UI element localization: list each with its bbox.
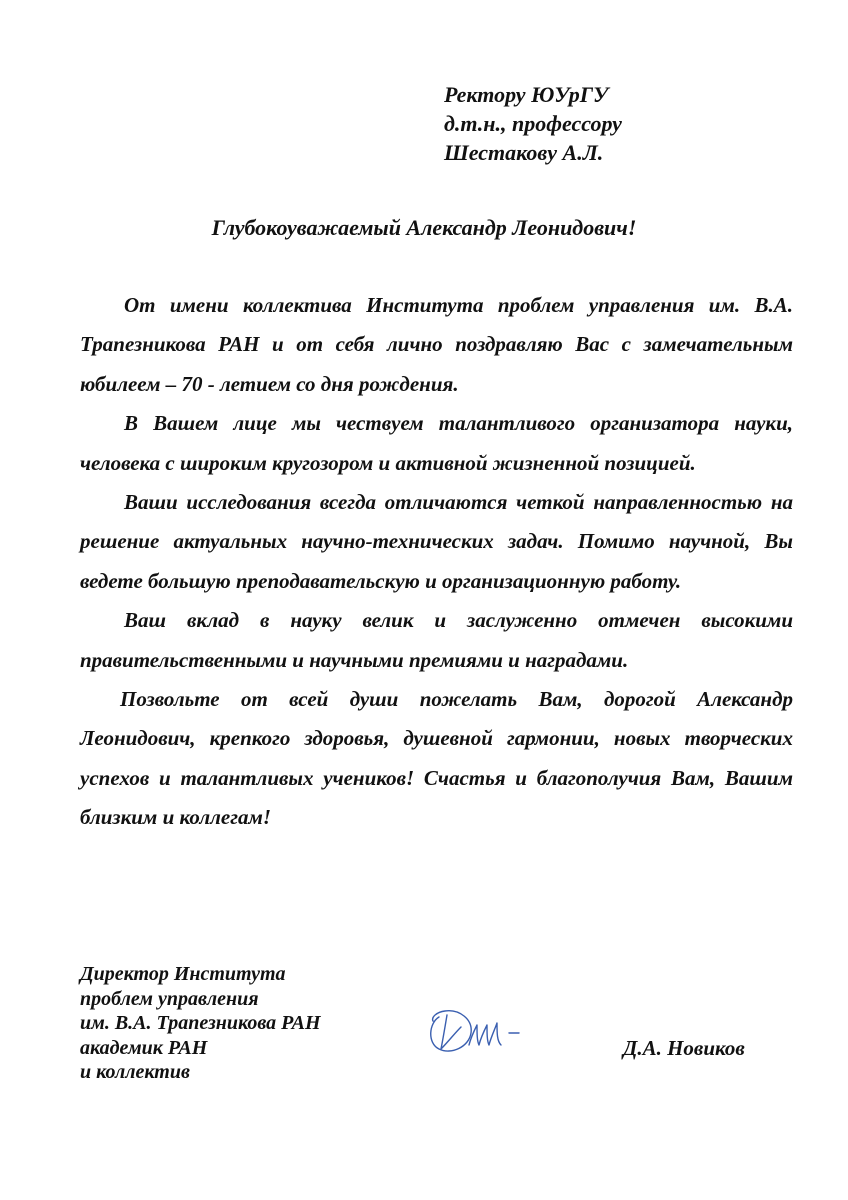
paragraph: Ваш вклад в науку велик и заслуженно отмечен высокими правительственными и научными премиями и наградами. (80, 608, 793, 672)
signature-stroke (469, 1023, 501, 1045)
signature-stroke (431, 1011, 471, 1051)
paragraph: Ваши исследования всегда отличаются четкой направленностью на решение актуальных научно-технических задач. Помимо научной, Вы ведете большую преподавательскую и организационную работу. (80, 490, 793, 593)
addressee-line: Шестакову А.Л. (444, 140, 604, 165)
paragraph: В Вашем лице мы чествуем талантливого организатора науки, человека с широким кругозором и активной жизненной позицией. (80, 411, 793, 475)
salutation: Глубокоуважаемый Александр Леонидович! (211, 215, 637, 240)
signatory-line: Директор Института (80, 963, 286, 985)
letter-body (80, 286, 793, 838)
signatory-title-block (80, 962, 321, 1085)
addressee-line: д.т.н., профессору (444, 111, 622, 136)
paragraph: Позвольте от всей души пожелать Вам, дорогой Александр Леонидович, крепкого здоровья, душевной гармонии, новых творческих успехов и талантливых учеников! Счастья и благополучия Вам, Вашим близким и коллегам! (80, 687, 793, 830)
signatory-line: и коллектив (80, 1061, 190, 1083)
signatory-line: им. В.А. Трапезникова РАН (80, 1012, 321, 1034)
signatory-line: академик РАН (80, 1036, 208, 1059)
addressee-block (444, 80, 622, 167)
handwritten-signature (425, 1003, 545, 1055)
signer-name: Д.А. Новиков (623, 1036, 745, 1060)
signatory-line: проблем управления (80, 987, 259, 1010)
paragraph: От имени коллектива Института проблем управления им. В.А. Трапезникова РАН и от себя лично поздравляю Вас с замечательным юбилеем – 70 - летием со дня рождения. (80, 293, 793, 396)
signature-stroke (441, 1015, 461, 1049)
addressee-line: Ректору ЮУрГУ (444, 82, 609, 107)
